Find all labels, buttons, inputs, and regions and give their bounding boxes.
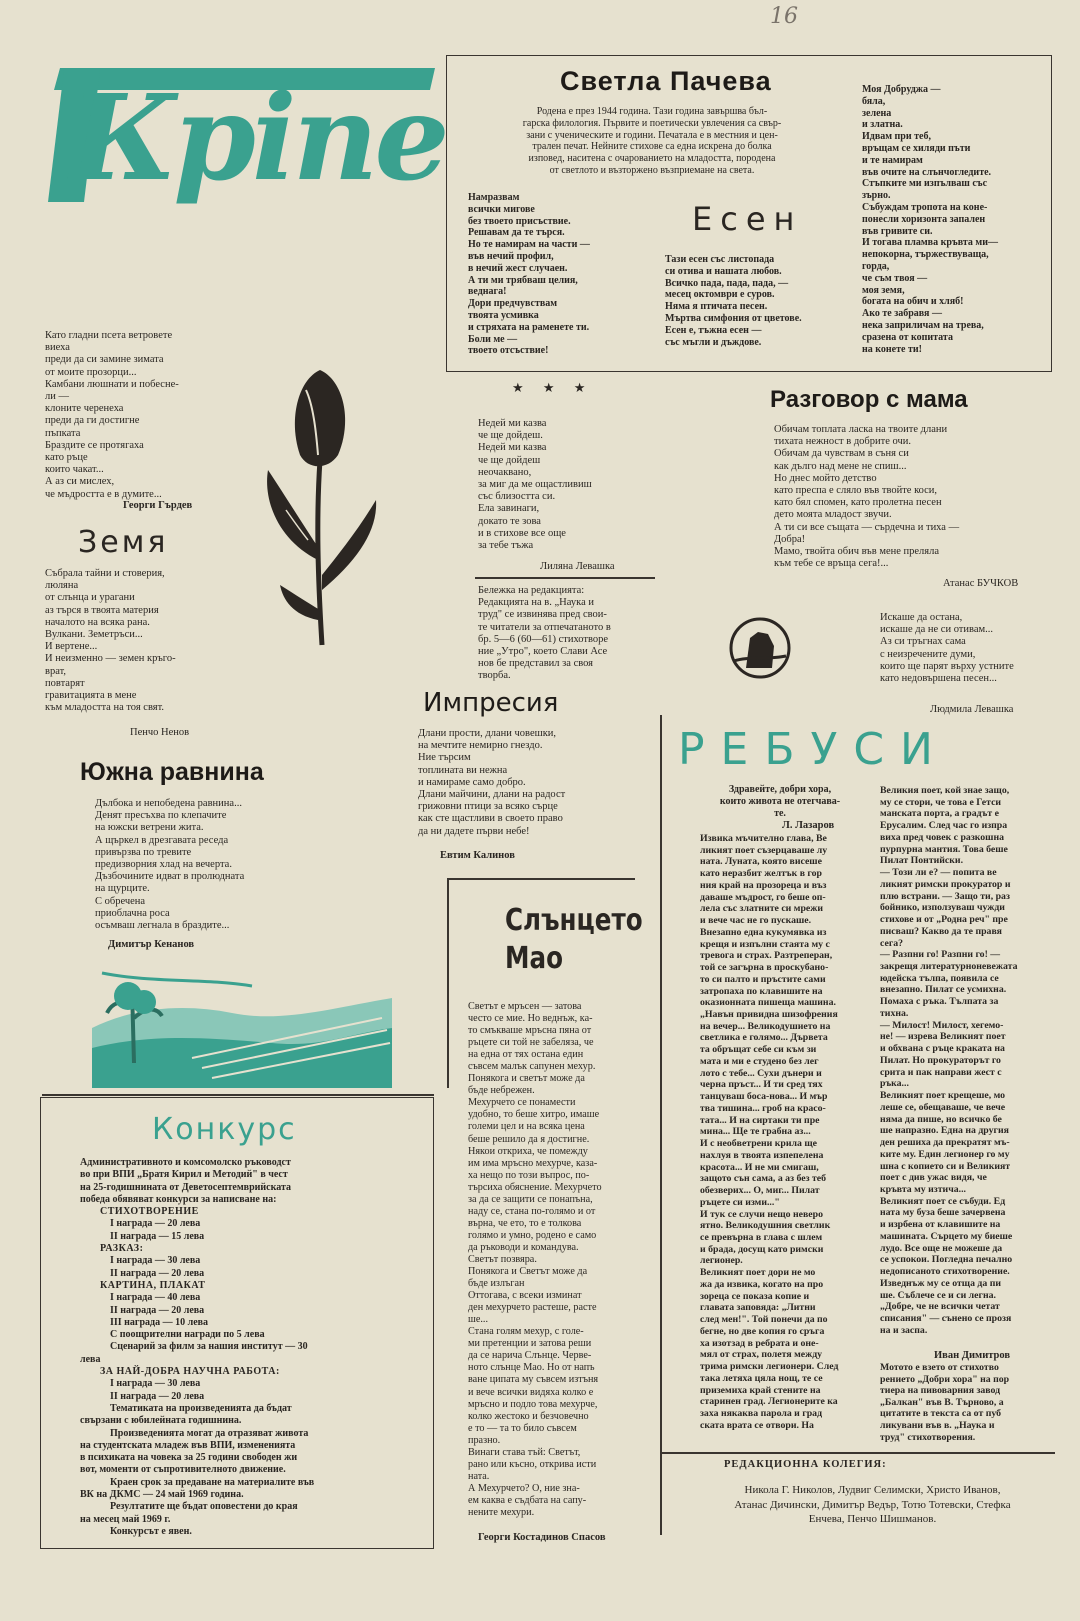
svetla-poem-1: Намразвам всички мигове без твоето присъствие. Решавам да те търся. Но те намирам на части — във нечий профил, в нечий жест случаен. А ти ми трябваш целия, веднага! Дори предчувствам твоята усмивка и стряхата на раменете ти. Боли ме — твоето отсъствие!	[468, 192, 590, 357]
konkurs-line: II награда — 15 лева	[110, 1230, 205, 1242]
impresia-heading: Импресия	[423, 688, 559, 718]
left-rule	[42, 1094, 434, 1096]
rebusi-intro: Здравейте, добри хора, които живота не отегчава- те.	[719, 784, 841, 819]
page-number: 16	[770, 4, 798, 29]
konkurs-line: С поощрителни награди по 5 лева	[110, 1329, 265, 1341]
mao-heading-line-1: Слънцето	[505, 903, 643, 938]
board-rule	[660, 1452, 1055, 1454]
konkurs-line: Конкурсът е явен.	[110, 1525, 192, 1537]
svetla-poem-3: Моя Добруджа — бяла, зелена и златна. Идвам при теб, връщам се хиляди пъти и те намирам във очите на слънчогледите. Стъпките ми изпълваш със зърно. Събуждам тропота на коне- понесли хоризонта запален във гривите си. И тогава пламва кръвта ми— непокорна, тържествуваща, горда, че съм твоя — моя земя, богата на обич и хляб! Ако те забравя — нека заприличам на трева, сразена от копитата на конете ти!	[862, 84, 998, 355]
rebusi-intro-author: Л. Лазаров	[782, 820, 835, 831]
konkurs-heading: Конкурс	[152, 1112, 297, 1147]
mao-heading-line-2: Мао	[505, 941, 563, 976]
zemya-heading: Земя	[78, 525, 169, 560]
rebusi-column-2: Великия поет, кой знае защо, му се стори, че това е Гетси манската порта, а градът е Ерусалим. След час го изпра виха пред човек с разкошна пурпурна мантия. Това беше Пилат Понтийски. — Този ли е? — попита ве ликият римски прокуратор и плю встрани. — Защо ти, раз бойнико, използуваш чужди стихове и от „Родна реч" пре писваш? Какво да те правя сега? — Разпни го! Разпни го! — закрещя литературноневежата юдейска тълпа, появила се внезапно. Пилат се усмихна. Помаха с ръка. Тълпата за тихна. — Милост! Милост, хегемо- не! — изрева Великият поет и обхвана с ръце краката на Пилат. Но прокураторът го срита и пак направи жест с ръка... Великият поет крещеше, мо леше се, обещаваше, че вече няма да пише, но всичко бе ше напразно. Една на другия ден решиха да прекратят мъ- ките му. Един легионер го му шна с копието си и Великият поет с див ужас видя, че кръвта му изтича... Великият поет се събуди. Ед ната му буза беше зачервена и изрбена от клавишите на машината. Сърцето му биеше лудо. Все още не можеше да се успокои. Погледна печално недописаното стихотворение. Изведнъж му се отща да пи ше. Съблече се и си легна. „Добре, че не всички четат списания" — сънено се прозя на и заспа.	[880, 785, 1018, 1336]
konkurs-line: I награда — 30 лева	[110, 1255, 201, 1267]
landscape-illustration	[92, 968, 392, 1088]
konkurs-line: на 25-годишнината от Деветосептемврийската	[80, 1181, 291, 1193]
mao-author: Георги Костадинов Спасов	[478, 1532, 606, 1543]
konkurs-line: во при ВПИ „Братя Кирил и Методий" в чест	[80, 1169, 288, 1181]
levashka-poem: Искаше да остана, искаше да не си отивам... Аз си тръгнах сама с неизречените думи, които ще парят върху устните като недовършена песен...	[880, 612, 1014, 685]
levashka-author: Людмила Левашка	[930, 704, 1014, 715]
stars-heading: ★ ★ ★	[512, 380, 594, 395]
razgovor-poem: Обичам топлата ласка на твоите длани тихата нежност в добрите очи. Обичам да чувствам в съня си как дълго над мене не спиш... Но днес мойто детство като преспа е сляло във твойте коси, като бял спомен, като пролетна песен дето моята младост звучи. А ти си все същата — сърдечна и тиха — Добра! Мамо, твойта обич във мене преляла към тебе се връща сега!...	[774, 424, 960, 570]
gardev-author: Георги Гърдев	[123, 500, 193, 511]
konkurs-line: I награда — 30 лева	[110, 1378, 201, 1390]
tulip-illustration	[258, 360, 393, 650]
konkurs-line: на студентската младеж във ВПИ, измененията	[80, 1439, 296, 1451]
rebusi-footnote: Мотото е взето от стихотво рението „Добри хора" на пор тиера на пивоварния завод „Балкан" във В. Търново, а цитатите в текста са от пуб ликувани във в. „Наука и труд" стихотворения.	[880, 1362, 1010, 1443]
konkurs-line: вот, моменти от съпротивителното движение.	[80, 1464, 286, 1476]
mao-heading	[505, 902, 673, 978]
impresia-poem: Длани прости, длани човешки, на мечтите немирно гнездо. Ние търсим топлината ви нежна и намираме само добро. Длани майчини, длани на радост грижовни птици за всяко сърце как сте щастливи в своето право да ни дадете първи небе!	[418, 728, 566, 837]
konkurs-line: в психиката на човека за 25 години свободен жи	[80, 1452, 298, 1464]
gardev-poem: Като гладни псета ветровете виеха преди да си замине зимата от моите прозорци... Камбани люшнати и побесне- ли — клоните черенеха преди да ги достигне пъпката Браздите се протягаха като ръце които чакат... А аз си мислех, че мъдростта е в думите...	[45, 330, 179, 500]
konkurs-line: лева	[80, 1353, 101, 1365]
konkurs-line: свързани с юбилейната годишнина.	[80, 1415, 242, 1427]
stars-author: Лиляна Левашка	[540, 561, 615, 572]
konkurs-text	[80, 1157, 420, 1538]
mao-text: Светът е мръсен — затова често се мие. Но веднъж, ка- то смъкваше мръсна пяна от ръцете си той не забеляза, че на една от тях остана един съвсем малък сапунен мехур. Понякога и светът може да бъде небрежен. Мехурчето се понамести удобно, то беше хитро, имаше големи цел и на всяка цена беше решило да я достигне. Някои откриха, че помежду им има мръсно мехурче, каза- ха нещо по този въпрос, по- търсиха обяснение. Мехурчето за да се защити се понапъна, наду се, стана по-голямо и от върна, че ето, то е толкова голямо и умно, родено е само да ръководи и командува. Светът позвяра. Понякога и Светът може да бъде излъган Оттогава, с всеки изминат ден мехурчето растеше, расте ше... Стана голям мехур, с голе- ми претенции и затова реши да се нарича Слънце. Черве- ното слънце Мао. Но от напъ ване ципата му съвсем изтъня и вече всички видяха колко е мръсно и подло това мехурче, колко жестоко и безчовечно е то — та то било съвсем празно. Винаги става тъй: Светът, рано или късно, открива исти ната. А Мехурчето? О, ние зна- ем каква е съдбата на сапу- нените мехури.	[468, 1001, 602, 1518]
yuzhna-author: Димитър Кенанов	[108, 939, 195, 950]
konkurs-line: Резултатите ще бъдат оповестени до края	[110, 1501, 298, 1513]
yuzhna-heading: Южна равнина	[80, 758, 264, 786]
esen-heading: Есен	[692, 200, 803, 238]
board-members: Никола Г. Николов, Лудвиг Селимски, Христо Иванов, Атанас Дичински, Димитър Ведър, Тотю Тотевски, Стефка Енчева, Пенчо Шишманов.	[734, 1484, 1011, 1525]
tower-logo-icon	[728, 616, 793, 681]
impresia-author: Евтим Калинов	[440, 850, 515, 861]
mao-top-rule	[447, 878, 635, 880]
konkurs-line: Тематиката на произведенията да бъдат	[110, 1402, 292, 1414]
konkurs-line: I награда — 40 лева	[110, 1292, 201, 1304]
konkurs-line: II награда — 20 лева	[110, 1390, 205, 1402]
yuzhna-poem: Дълбока и непобедена равнина... Денят пресъхва по клепачите на южски ветрени жита. А щъркел в дрезгавата реседа привързва по тревите предизворния хлад на вечерта. Дъзбочините идват в пролюдната на щурците. С обречена приоблачна роса осъмваш легнала в браздите...	[95, 798, 245, 932]
esen-poem: Тази есен със листопада си отива и нашата любов. Всичко пада, пада, пада, — месец октомври е суров. Няма я птичата песен. Мъртва симфония от цветове. Есен е, тъжна есен — със мъгли и дъждове.	[665, 254, 802, 348]
note-rule	[475, 577, 655, 579]
zemya-poem: Събрала тайни и стоверия, люляна от слънца и урагани аз търся в твоята материя началото на всяка рана. Вулкани. Земетръси... И вертене... И неизменно — земен кръго- врат, повтарят гравитацията в мене към младостта на тоя свят.	[45, 568, 176, 714]
konkurs-line: II награда — 20 лева	[110, 1304, 205, 1316]
konkurs-line: ВК на ДКМС — 24 май 1969 година.	[80, 1489, 244, 1501]
konkurs-line: Сценарий за филм за нашия институт — 30	[110, 1341, 308, 1353]
rebusi-author: Иван Димитров	[934, 1350, 1011, 1361]
razgovor-author: Атанас БУЧКОВ	[943, 578, 1019, 589]
masthead-logo	[40, 60, 446, 210]
konkurs-line: III награда — 10 лева	[110, 1316, 209, 1328]
masthead-title: Кріпе	[70, 68, 446, 207]
konkurs-line: Произведенията могат да отразяват живота	[110, 1427, 309, 1439]
konkurs-line: СТИХОТВОРЕНИЕ	[100, 1206, 199, 1218]
konkurs-line: II награда — 20 лева	[110, 1267, 205, 1279]
konkurs-line: победа обявяват конкурси за написване на:	[80, 1193, 277, 1205]
rebusi-column-1: Извика мъчително глава, Ве ликият поет съзерцаваше лу ната. Луната, която висеше като неразбит желтък в гор ния край на прозореца и въз даваше мъдрост, го беше оп- лела със златните си мрежи и вече час не го пускаше. Внезапно една кукумявка из крещя и изпълни стаята му с тревога и страх. Разтреперан, той се загърна в проскубано- то си палто и пръстите сами затропаха по клавишите на оказионната пишеща машина. „Навън привидна шизофрения на вечер... Великодушието на светлика е голямо... Дървета та обръщат себе си към зи мата и ми е студено без лег лото с тебе... Сухи дънери и черна пръст... И ти сред тях танцуваш боса-нова... И мър тва тишина... гроб на красо- тата... И на сиртаки ти пре мина... Ще те грабна аз... И с необветрени крила ще нахлуя в твоята изпепелена красота... И не ми смигаш, защото сън сама, а аз без теб обезверих... О, миг... Пилат ръцете си изми..." И тук се случи нещо неверо ятно. Великодушния светлик се превърна в глава с шлем и брада, досущ като римски легионер. Великият поет дори не мо жа да извика, когато на про зореца се показа копие и главата заповяда: „Литни след мен!". Той понечи да по бегне, но две копия го сръга ха изотзад в ребрата и оне- мял от страх, полетя между трима римски легионери. След така летяха цяла нощ, те се приземиха край стените на старинен град. Легионерите ка заха някаква парола и град ската врата се отвори. На	[700, 833, 839, 1431]
svetla-intro: Родена е през 1944 година. Тази година завършва бъл- гарска филология. Първите и поетически увлечения са свър- зани с ученическите и години. Печатала е в местния и цен- трален печат. Нейните стихове са една искрена до болка изповед, наситена с очарованието на младостта, породена от светлото и възторжено възприемане на света.	[522, 106, 782, 176]
konkurs-line: Краен срок за предаване на материалите във	[110, 1476, 315, 1488]
zemya-author: Пенчо Ненов	[130, 727, 190, 738]
konkurs-line: КАРТИНА, ПЛАКАТ	[100, 1279, 206, 1291]
konkurs-line: ЗА НАЙ-ДОБРА НАУЧНА РАБОТА:	[100, 1366, 280, 1378]
board-heading: РЕДАКЦИОННА КОЛЕГИЯ:	[724, 1459, 887, 1470]
rebusi-heading: РЕБУСИ	[678, 724, 949, 775]
konkurs-line: на месец май 1969 г.	[80, 1513, 171, 1525]
rebusi-left-rule	[660, 715, 662, 1535]
svetla-heading: Светла Пачева	[560, 66, 772, 96]
konkurs-line: I награда — 20 лева	[110, 1218, 201, 1230]
editorial-note: Бележка на редакцията: Редакцията на в. „Наука и труд" се извинява пред свои- те читатели за отпечатаното в бр. 5—6 (60—61) стихотворе ние „Утро", което Слави Асе нов бе представил за своя творба.	[478, 585, 611, 682]
konkurs-line: Административното и комсомолско ръководст	[80, 1157, 291, 1168]
stars-poem: Недей ми казва че ще дойдеш. Недей ми казва че ще дойдеш неочаквано, за миг да ме ощастливиш със близостта си. Ела завинаги, докато те зова и в стихове все още за тебе тъжа	[478, 418, 592, 552]
razgovor-heading: Разговор с мама	[770, 386, 968, 413]
mao-left-rule	[447, 878, 449, 1088]
konkurs-line: РАЗКАЗ:	[100, 1243, 144, 1255]
